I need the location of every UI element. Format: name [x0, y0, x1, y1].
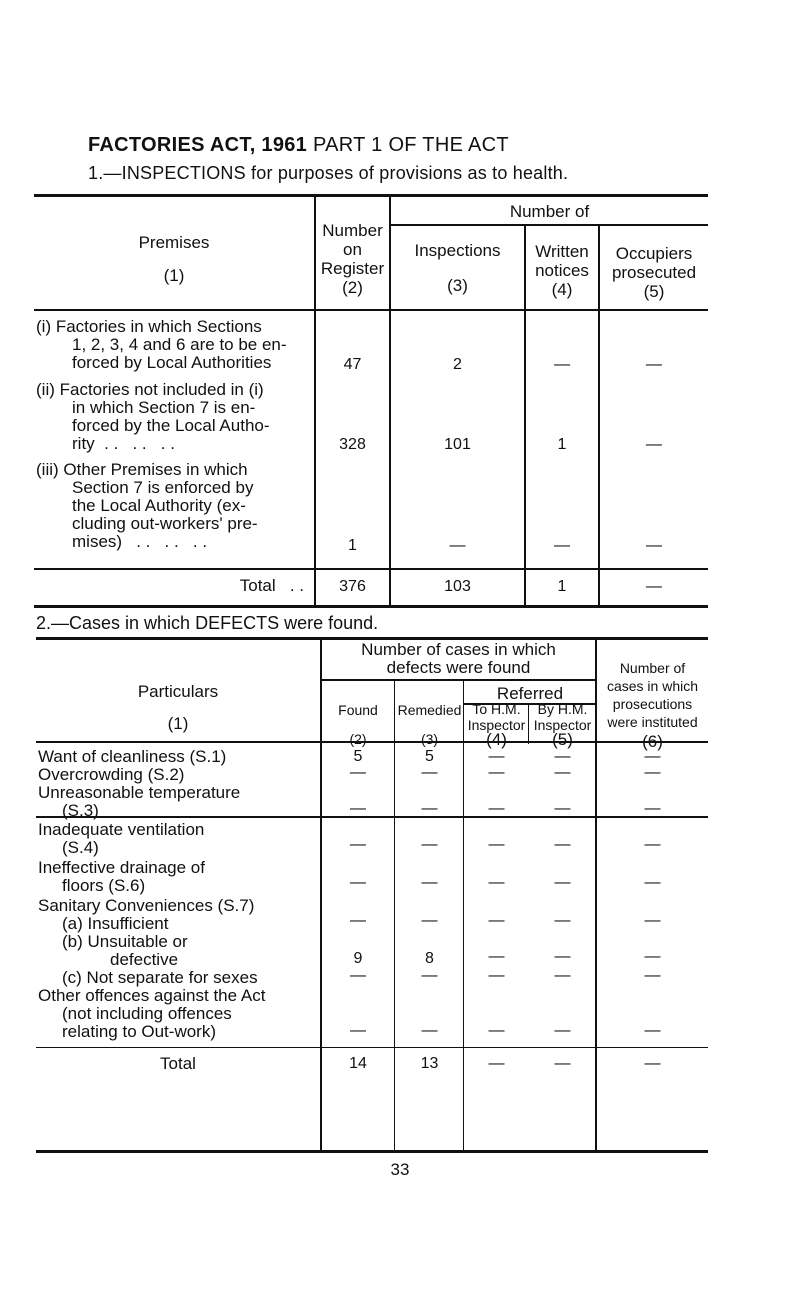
total-notices: 1 — [557, 578, 567, 595]
by-hm-value: — — [554, 764, 571, 781]
found-value: — — [350, 764, 366, 781]
group-number-of: Number of — [509, 202, 590, 221]
col-register-l2: on — [343, 240, 362, 259]
prosecutions-value: — — [644, 1022, 661, 1039]
row-label-line: forced by Local Authorities — [72, 353, 272, 372]
part-title: PART 1 OF THE ACT — [312, 134, 509, 156]
section1-title: 1.—INSPECTIONS for purposes of provisions as to health. — [88, 163, 569, 183]
col-premises: Premises — [138, 233, 210, 252]
col-remedied-num: (3) — [420, 731, 439, 747]
by-hm-value: — — [554, 836, 571, 853]
particular-line: Ineffective drainage of — [38, 858, 205, 877]
particular-line: (not including offences — [62, 1004, 232, 1023]
remedied-value: — — [421, 764, 438, 781]
prosecutions-value: — — [644, 967, 661, 984]
particular-line: (S.4) — [62, 838, 99, 857]
by-hm-value: — — [554, 948, 571, 965]
group-cases-l1: Number of cases in which — [361, 640, 556, 659]
group-cases-l2: defects were found — [386, 658, 531, 677]
particular-line: (c) Not separate for sexes — [62, 968, 258, 987]
by-hm-value: — — [554, 967, 571, 984]
col-remedied: Remedied — [397, 702, 462, 718]
prosecutions-value: — — [644, 874, 661, 891]
col-by-hm-num: (5) — [552, 730, 573, 749]
col-written-l2: notices — [535, 261, 589, 280]
particular-line: Unreasonable temperature — [38, 783, 241, 802]
prosecutions-value: — — [644, 836, 661, 853]
by-hm-value: — — [554, 874, 571, 891]
col-register-num: (2) — [342, 278, 363, 297]
row-label-line: the Local Authority (ex- — [72, 496, 246, 515]
col-occupiers-l2: prosecuted — [611, 263, 697, 282]
col-prosecutions-l1: Number of — [619, 660, 686, 676]
col-prosecutions-num: (6) — [642, 732, 663, 751]
found-value: — — [350, 1022, 366, 1039]
page-number: 33 — [390, 1160, 410, 1179]
col-found: Found — [338, 702, 378, 718]
found-value: — — [350, 967, 366, 984]
col-referred: Referred — [496, 684, 564, 703]
by-hm-value: — — [554, 800, 571, 817]
register-value: 328 — [339, 436, 366, 453]
col-written-num: (4) — [551, 280, 573, 299]
register-value: 47 — [343, 356, 362, 373]
row-label-line: Section 7 is enforced by — [72, 478, 254, 497]
notices-value: — — [554, 356, 570, 373]
col-occupiers-l1: Occupiers — [615, 244, 693, 263]
col-to-hm-l2: Inspector — [467, 717, 526, 733]
particular-line: Overcrowding (S.2) — [38, 765, 185, 784]
prosecutions-value: — — [644, 948, 661, 965]
particular-line: Want of cleanliness (S.1) — [38, 747, 227, 766]
to-hm-value: — — [488, 1022, 505, 1039]
found-value: — — [350, 912, 366, 929]
total-label: Total — [160, 1054, 196, 1073]
found-value: — — [350, 874, 366, 891]
act-title: FACTORIES ACT, 1961 — [88, 134, 308, 156]
inspections-value: — — [449, 537, 466, 554]
particular-line: (a) Insufficient — [62, 914, 169, 933]
total-remedied: 13 — [420, 1055, 439, 1072]
col-to-hm-num: (4) — [486, 730, 507, 749]
particular-line: Other offences against the Act — [38, 986, 266, 1005]
found-value: 9 — [353, 950, 363, 967]
col-particulars-num: (1) — [167, 714, 189, 733]
particular-line: (b) Unsuitable or — [62, 932, 188, 951]
col-written-l1: Written — [535, 242, 589, 261]
by-hm-value: — — [554, 748, 571, 765]
prosecutions-value: — — [644, 912, 661, 929]
col-by-hm-l2: Inspector — [533, 717, 592, 733]
prosecuted-value: — — [646, 537, 662, 554]
prosecutions-value: — — [644, 764, 661, 781]
col-prosecutions-l4: were instituted — [607, 714, 698, 730]
total-to-hm: — — [488, 1055, 505, 1072]
inspections-value: 101 — [444, 436, 471, 453]
col-prosecutions-l3: prosecutions — [612, 696, 693, 712]
register-value: 1 — [348, 537, 357, 554]
prosecuted-value: — — [646, 356, 662, 373]
row-label-line: (iii) Other Premises in which — [36, 460, 248, 479]
particular-line: floors (S.6) — [62, 876, 146, 895]
to-hm-value: — — [488, 912, 505, 929]
col-to-hm-l1: To H.M. — [472, 701, 521, 717]
to-hm-value: — — [488, 967, 505, 984]
row-label-line: (i) Factories in which Sections — [36, 317, 262, 336]
total-prosecutions: — — [644, 1055, 661, 1072]
total-label: Total . . — [239, 576, 304, 595]
col-premises-num: (1) — [163, 266, 185, 285]
row-label-line: forced by the Local Autho- — [72, 416, 270, 435]
total-prosecuted: — — [646, 578, 662, 595]
by-hm-value: — — [554, 912, 571, 929]
row-label-line: 1, 2, 3, 4 and 6 are to be en- — [72, 335, 287, 354]
to-hm-value: — — [488, 764, 505, 781]
col-by-hm-l1: By H.M. — [537, 701, 588, 717]
to-hm-value: — — [488, 948, 505, 965]
col-register-l1: Number — [322, 221, 383, 240]
section2-title: 2.—Cases in which DEFECTS were found. — [36, 613, 379, 633]
total-by-hm: — — [554, 1055, 571, 1072]
col-particulars: Particulars — [137, 682, 219, 701]
particular-line: defective — [110, 950, 179, 969]
to-hm-value: — — [488, 836, 505, 853]
total-found: 14 — [349, 1055, 367, 1072]
total-register: 376 — [339, 578, 366, 595]
prosecutions-value: — — [644, 800, 661, 817]
particular-line: Inadequate ventilation — [38, 820, 205, 839]
found-value: — — [350, 836, 366, 853]
prosecutions-value: — — [644, 748, 661, 765]
col-prosecutions-l2: cases in which — [606, 678, 699, 694]
row-label-line: (ii) Factories not included in (i) — [36, 380, 264, 399]
remedied-value: — — [421, 912, 438, 929]
remedied-value: 5 — [425, 748, 434, 765]
prosecuted-value: — — [646, 436, 662, 453]
remedied-value: 8 — [425, 950, 434, 967]
col-inspections-num: (3) — [447, 276, 468, 295]
to-hm-value: — — [488, 800, 505, 817]
remedied-value: — — [421, 800, 438, 817]
col-found-num: (2) — [349, 731, 367, 747]
by-hm-value: — — [554, 1022, 571, 1039]
col-register-l3: Register — [320, 259, 385, 278]
particular-line: relating to Out-work) — [62, 1022, 216, 1041]
notices-value: — — [554, 537, 570, 554]
page-title — [88, 134, 509, 157]
total-inspections: 103 — [444, 578, 471, 595]
to-hm-value: — — [488, 748, 505, 765]
col-inspections: Inspections — [414, 241, 501, 260]
to-hm-value: — — [488, 874, 505, 891]
remedied-value: — — [421, 874, 438, 891]
notices-value: 1 — [557, 436, 567, 453]
found-value: — — [350, 800, 366, 817]
remedied-value: — — [421, 836, 438, 853]
remedied-value: — — [421, 967, 438, 984]
inspections-value: 2 — [453, 356, 462, 373]
particular-line: Sanitary Conveniences (S.7) — [38, 896, 255, 915]
col-occupiers-num: (5) — [643, 282, 665, 301]
row-label-line: rity . . . . . . — [72, 434, 175, 453]
remedied-value: — — [421, 1022, 438, 1039]
row-label-line: mises) . . . . . . — [72, 532, 208, 551]
row-label-line: in which Section 7 is en- — [72, 398, 256, 417]
found-value: 5 — [353, 748, 363, 765]
row-label-line: cluding out-workers' pre- — [72, 514, 258, 533]
particular-line: (S.3) — [62, 801, 99, 820]
